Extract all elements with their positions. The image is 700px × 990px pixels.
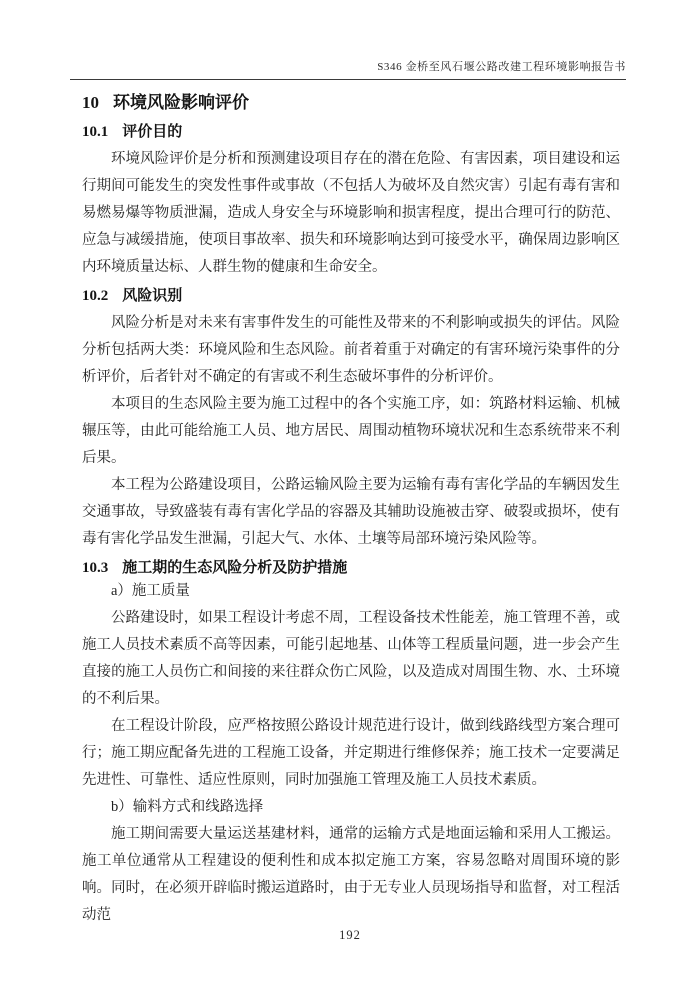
section-number: 10.1 — [82, 124, 109, 140]
page-footer — [0, 926, 700, 944]
page-number: 192 — [339, 928, 361, 942]
paragraph-evaluation-purpose: 环境风险评价是分析和预测建设项目存在的潜在危险、有害因素，项目建设和运行期间可能发生的突发性事件或事故（不包括人为破坏及自然灾害）引起有毒有害和易燃易爆等物质泄漏，造成人身安全与环境影响和损害程度，提出合理可行的防范、应急与减缓措施，使项目事故率、损失和环境影响达到可接受水平，确保周边影响区内环境质量达标、人群生物的健康和生命安全。 — [82, 151, 620, 275]
section-heading-10-1 — [82, 122, 620, 142]
section-number: 10 — [82, 93, 99, 112]
section-title: 风险识别 — [122, 288, 183, 304]
running-title: S346 金桥至风石堰公路改建工程环境影响报告书 — [377, 61, 626, 73]
section-heading-10-2 — [82, 286, 620, 306]
paragraph-design-phase: 在工程设计阶段，应严格按照公路设计规范进行设计，做到线路线型方案合理可行；施工期应配备先进的工程施工设备，并定期进行维修保养；施工技术一定要满足先进性、可靠性、适应性原则，同时加强施工管理及施工人员技术素质。 — [82, 718, 620, 788]
section-heading-10-3 — [82, 558, 620, 578]
paragraph-ecological-risk: 本项目的生态风险主要为施工过程中的各个实施工序，如：筑路材料运输、机械辗压等，由此可能给施工人员、地方居民、周围动植物环境状况和生态系统带来不利后果。 — [82, 396, 620, 466]
document-body — [82, 93, 620, 929]
section-number: 10.2 — [82, 288, 109, 304]
section-heading-10 — [82, 93, 620, 113]
running-header — [70, 57, 626, 75]
list-item-a-construction-quality: a）施工质量 — [111, 583, 190, 599]
section-title: 施工期的生态风险分析及防护措施 — [122, 560, 348, 576]
section-number: 10.3 — [82, 560, 109, 576]
list-item-b-material-transport: b）输料方式和线路选择 — [111, 799, 264, 815]
section-title: 环境风险影响评价 — [113, 93, 249, 112]
paragraph-construction-quality: 公路建设时，如果工程设计考虑不周，工程设备技术性能差，施工管理不善，或施工人员技术素质不高等因素，可能引起地基、山体等工程质量问题，进一步会产生直接的施工人员伤亡和间接的来往群众伤亡风险，以及造成对周围生物、水、土环境的不利后果。 — [82, 610, 620, 707]
section-title: 评价目的 — [122, 124, 183, 140]
paragraph-material-transport: 施工期间需要大量运送基建材料，通常的运输方式是地面运输和采用人工搬运。施工单位通常从工程建设的便利性和成本拟定施工方案，容易忽略对周围环境的影响。同时，在必须开辟临时搬运道路时，由于无专业人员现场指导和监督，对工程活动范 — [82, 826, 620, 923]
paragraph-risk-analysis: 风险分析是对未来有害事件发生的可能性及带来的不利影响或损失的评估。风险分析包括两大类：环境风险和生态风险。前者着重于对确定的有害环境污染事件的分析评价，后者针对不确定的有害或不利生态破坏事件的分析评价。 — [82, 315, 620, 385]
paragraph-transport-risk: 本工程为公路建设项目，公路运输风险主要为运输有毒有害化学品的车辆因发生交通事故，导致盛装有毒有害化学品的容器及其辅助设施被击穿、破裂或损坏，使有毒有害化学品发生泄漏，引起大气、水体、土壤等局部环境污染风险等。 — [82, 477, 620, 547]
header-rule — [70, 79, 626, 80]
